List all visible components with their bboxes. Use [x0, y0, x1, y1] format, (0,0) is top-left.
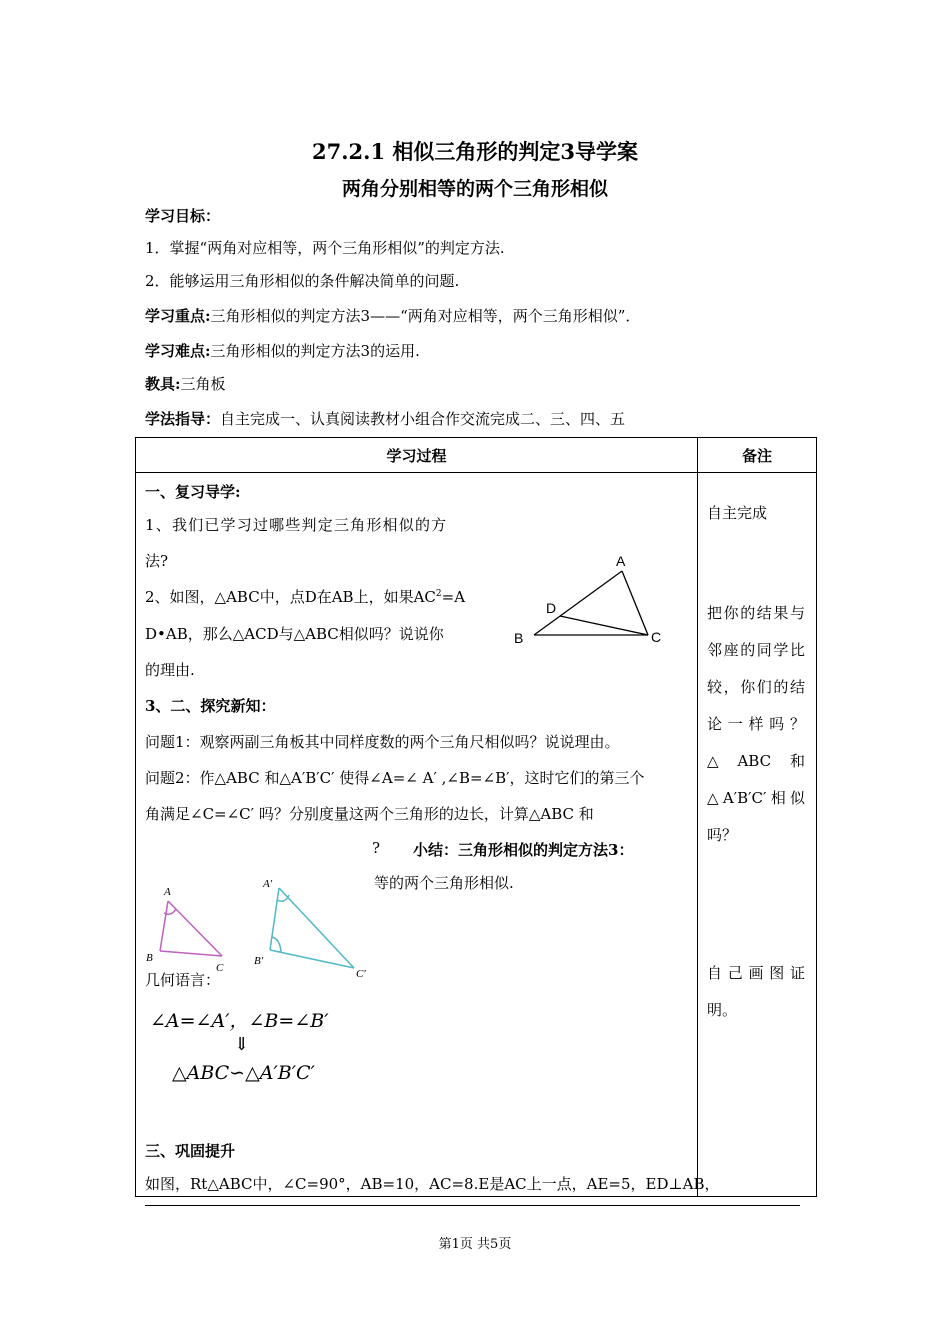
fig1-label-b: B — [514, 630, 524, 646]
tool-text: 三角板 — [180, 375, 226, 393]
header-notes: 备注 — [698, 438, 817, 473]
fig1-label-c: C — [651, 629, 662, 645]
q2-sup: 2 — [435, 589, 442, 599]
problem-1: 问题1：观察两副三角板其中同样度数的两个三角尺相似吗？说说理由。 — [145, 733, 620, 751]
section-1-title: 一、复习导学: — [145, 483, 241, 501]
difficulty-text: 三角形相似的判定方法3的运用. — [210, 342, 420, 360]
focus-label: 学习重点: — [145, 307, 211, 325]
process-cell — [136, 473, 720, 1197]
fig2-label-c: C — [216, 962, 224, 974]
summary-title: 小结：三角形相似的判定方法3： — [413, 841, 634, 859]
section-2-title: 3、二、探究新知： — [145, 697, 276, 715]
figure-triangle-abd — [506, 518, 676, 648]
header-process: 学习过程 — [136, 438, 698, 473]
goal-1: 1．掌握“两角对应相等，两个三角形相似”的判定方法. — [145, 239, 505, 257]
question-2-line-1 — [145, 586, 465, 607]
fig2-label-b: B — [146, 952, 153, 964]
question-2-line-3: 的理由. — [145, 661, 195, 679]
method-line — [145, 408, 625, 429]
fig2-label-a: A — [164, 886, 171, 898]
footer-divider — [145, 1205, 800, 1206]
focus-text: 三角形相似的判定方法3——“两角对应相等，两个三角形相似”． — [210, 307, 641, 325]
focus-line — [145, 305, 640, 326]
note-compare: 把你的结果与邻座的同学比较，你们的结论一样吗？△ABC和△A′B′C′相似吗？ — [707, 604, 805, 844]
question-1-line-1: 1、我们已学习过哪些判定三角形相似的方 — [145, 516, 448, 534]
geometry-line-2: △ABC∽△A′B′C′ — [172, 1062, 315, 1084]
geometry-arrow: ⇓ — [234, 1034, 250, 1055]
difficulty-label: 学习难点: — [145, 342, 211, 360]
problem-2-line-2: 角满足∠C=∠C′ 吗？分别度量这两个三角形的边长，计算△ABC 和 — [145, 805, 594, 823]
fig1-label-a: A — [616, 553, 626, 569]
question-1-line-2: 法? — [145, 552, 169, 570]
difficulty-line — [145, 340, 420, 361]
problem-2-line-1: 问题2：作△ABC 和△A′B′C′ 使得∠A=∠ A′ ,∠B=∠B′，这时它们的第三个 — [145, 769, 645, 787]
goals-label: 学习目标： — [145, 207, 221, 225]
note-draw-prove: 自己画图证明。 — [707, 964, 805, 1019]
summary-text: 等的两个三角形相似. — [374, 874, 514, 892]
page-footer: 第1页 共5页 — [438, 1237, 512, 1252]
note-self-complete: 自主完成 — [707, 504, 768, 522]
learning-table — [135, 437, 817, 1197]
method-label: 学法指导： — [145, 410, 221, 428]
question-2-line-2: D•AB，那么△ACD与△ABC相似吗？说说你 — [145, 625, 444, 643]
question-mark: ? — [372, 839, 381, 857]
tool-line — [145, 373, 226, 394]
fig2-label-c-prime: C′ — [356, 968, 366, 980]
page-subtitle: 两角分别相等的两个三角形相似 — [341, 178, 608, 200]
notes-cell — [698, 473, 817, 1197]
tool-label: 教具: — [145, 375, 181, 393]
goal-2: 2．能够运用三角形相似的条件解决简单的问题. — [145, 272, 460, 290]
section-3-title: 三、巩固提升 — [145, 1142, 236, 1160]
geometry-language-label: 几何语言： — [145, 971, 221, 989]
method-text: 自主完成一、认真阅读教材小组合作交流完成二、三、四、五 — [220, 410, 626, 428]
q2-text-b: =A — [441, 588, 466, 606]
fig1-label-d: D — [546, 600, 557, 616]
page-title: 27.2.1 相似三角形的判定3导学案 — [312, 139, 638, 164]
problem-3: 如图，Rt△ABC中，∠C=90°，AB=10，AC=8.E是AC上一点，AE=5，ED⊥AB， — [145, 1175, 720, 1193]
q2-text-a: 2、如图，△ABC中，点D在AB上，如果AC — [145, 588, 436, 606]
fig2-label-b-prime: B′ — [254, 955, 264, 967]
fig2-label-a-prime: A′ — [263, 878, 273, 890]
geometry-line-1: ∠A=∠A′，∠B=∠B′ — [150, 1010, 329, 1032]
